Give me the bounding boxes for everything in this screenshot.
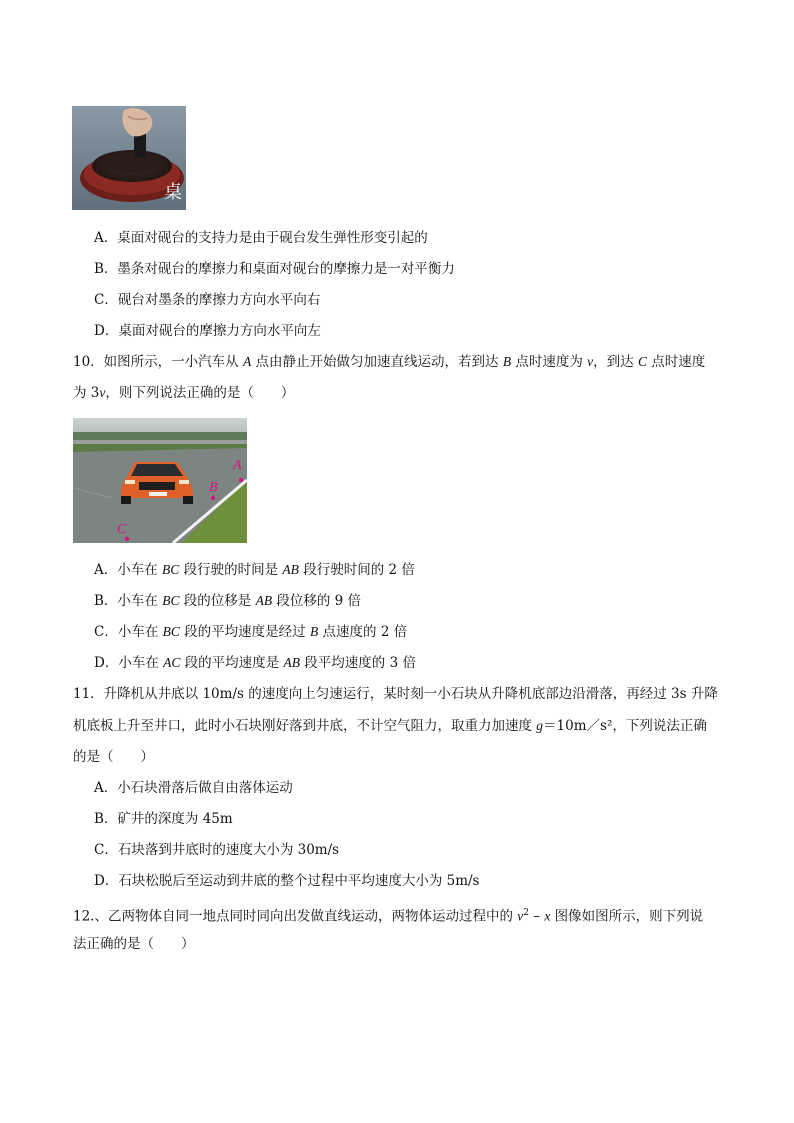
- q9-option-d: D．桌面对砚台的摩擦力方向水平向左: [94, 323, 321, 339]
- q11-stem-text: ＝10m／s²，下列说法正确: [543, 718, 707, 734]
- car-road-figure-image: [73, 418, 247, 543]
- q12-stem-text: 图像如图所示，则下列说: [550, 908, 704, 925]
- point-a-label: A: [233, 458, 242, 473]
- point-c-label: C: [117, 522, 127, 537]
- q11-option-c: C．石块落到井底时的速度大小为 30m/s: [94, 842, 340, 858]
- q10-var-b: B: [502, 354, 512, 369]
- option-text: 段的平均速度是: [180, 655, 284, 671]
- q12-var-v: v: [517, 908, 524, 924]
- point-var: B: [309, 624, 319, 639]
- q11-stem-line2: [73, 716, 707, 736]
- q10-stem-text: 10．如图所示，一小汽车从: [73, 354, 243, 370]
- segment-var: AB: [283, 655, 300, 670]
- option-text: 段的平均速度是经过: [179, 624, 310, 640]
- segment-var: AC: [163, 655, 181, 670]
- q10-option-d: [94, 653, 416, 673]
- option-text: B．小车在: [94, 593, 163, 609]
- option-text: 段的位移是: [179, 593, 256, 609]
- q10-stem-text: ，到达: [593, 354, 638, 370]
- q12-stem-line2: 法正确的是（ ）: [73, 936, 195, 952]
- q10-stem-text: 点时速度为: [511, 354, 588, 370]
- option-text: 点速度的 2 倍: [318, 624, 408, 640]
- q10-stem-text: 点由静止开始做匀加速直线运动，若到达: [251, 354, 503, 370]
- q11-option-a: A．小石块滑落后做自由落体运动: [94, 780, 293, 796]
- segment-var: BC: [162, 562, 180, 577]
- q10-option-b: [94, 591, 361, 611]
- segment-var: BC: [162, 593, 180, 608]
- q11-stem-line1: 11．升降机从井底以 10m/s 的速度向上匀速运行，某时刻一小石块从升降机底部边沿滑落，再经过 3s 升降: [73, 686, 718, 702]
- q9-option-b: B．墨条对砚台的摩擦力和桌面对砚台的摩擦力是一对平衡力: [94, 261, 455, 277]
- q10-stem-line2: [73, 383, 294, 403]
- q10-var-v: v: [99, 385, 106, 400]
- q10-stem-text: 为 3: [73, 385, 100, 401]
- q11-option-d: D．石块松脱后至运动到井底的整个过程中平均速度大小为 5m/s: [94, 873, 480, 889]
- option-text: 段行驶的时间是: [179, 562, 283, 578]
- option-text: D．小车在: [94, 655, 164, 671]
- q10-var-c: C: [637, 354, 647, 369]
- q11-option-b: B．矿井的深度为 45m: [94, 811, 233, 827]
- q12-stem-text: –: [529, 908, 545, 925]
- desk-label: 桌: [164, 182, 182, 203]
- q10-option-c: [94, 622, 407, 642]
- segment-var: AB: [255, 593, 273, 608]
- point-b-marker: [211, 496, 215, 500]
- q10-stem-line1: [73, 352, 705, 372]
- q12-exponent: 2: [523, 908, 529, 918]
- q11-stem-line3: 的是（ ）: [73, 749, 154, 765]
- q11-stem-text: 机底板上升至井口，此时小石块刚好落到井底，不计空气阻力，取重力加速度: [73, 718, 537, 734]
- q9-option-a: A．桌面对砚台的支持力是由于砚台发生弹性形变引起的: [94, 230, 428, 246]
- q12-stem-text: 12.、乙两物体自同一地点同时同向出发做直线运动，两物体运动过程中的: [73, 908, 518, 925]
- inkstone-figure: [72, 106, 186, 210]
- option-text: 段位移的 9 倍: [272, 593, 362, 609]
- segment-var: AB: [282, 562, 299, 577]
- point-a-marker: [239, 478, 243, 482]
- q10-stem-text: 点时速度: [646, 354, 706, 370]
- q9-option-c: C．砚台对墨条的摩擦力方向水平向右: [94, 292, 321, 308]
- option-text: 段平均速度的 3 倍: [299, 655, 416, 671]
- q11-var-g: g: [536, 718, 544, 733]
- point-b-label: B: [209, 480, 218, 495]
- q10-option-a: [94, 560, 415, 580]
- q10-var-a: A: [242, 354, 252, 369]
- q10-stem-text: ，则下列说法正确的是（ ）: [105, 385, 295, 401]
- option-text: 段行驶时间的 2 倍: [298, 562, 415, 578]
- option-text: C．小车在: [94, 624, 163, 640]
- car-road-figure: [73, 418, 247, 543]
- q12-stem-line1: [73, 903, 703, 927]
- option-text: A．小车在: [94, 562, 163, 578]
- segment-var: BC: [162, 624, 180, 639]
- q12-var-x: x: [544, 908, 551, 924]
- q10-var-v: v: [587, 354, 594, 369]
